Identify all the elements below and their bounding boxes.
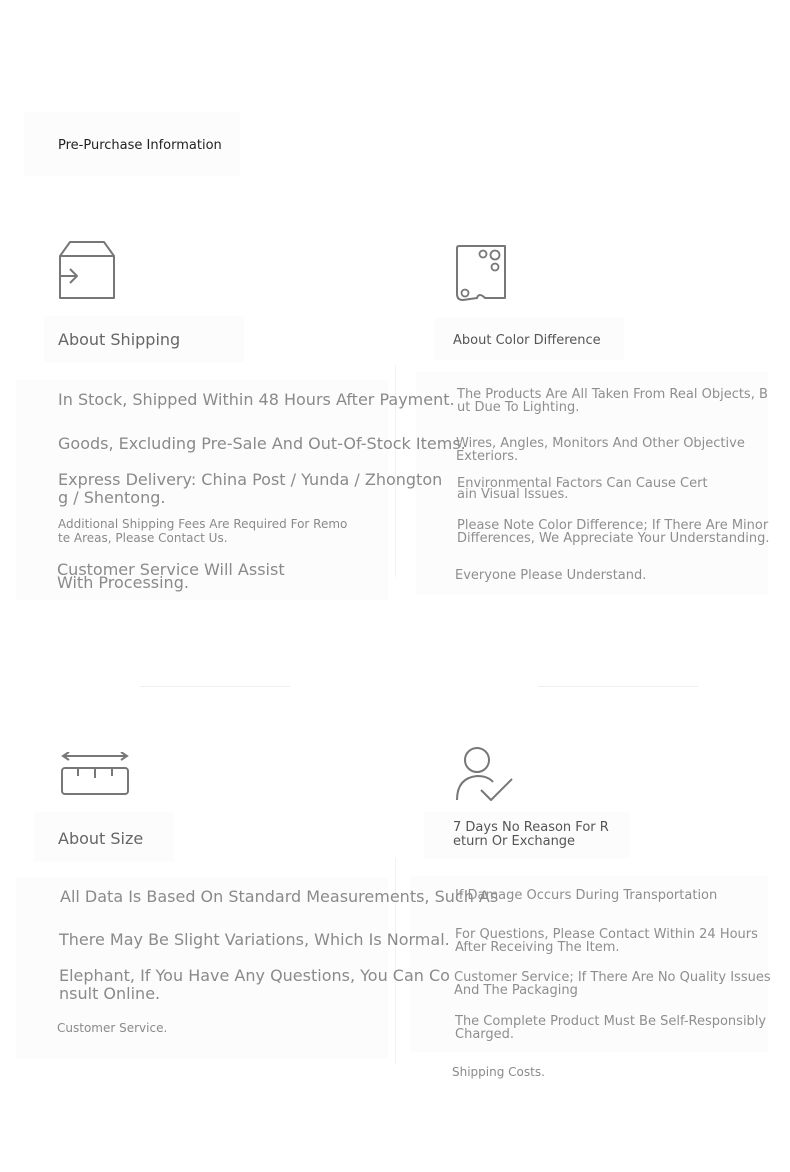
shipping-title: About Shipping <box>58 330 181 349</box>
page-title: Pre-Purchase Information <box>58 138 222 153</box>
returns-line-2: For Questions, Please Contact Within 24 Hours After Receiving The Item. <box>455 927 758 955</box>
shipping-line-1: In Stock, Shipped Within 48 Hours After Payment. <box>58 390 455 409</box>
color-swatch-icon <box>455 244 509 304</box>
shipping-line-5: Customer Service Will Assist With Processing. <box>57 560 285 592</box>
color-line-2: Wires, Angles, Monitors And Other Objective Exteriors. <box>456 436 745 464</box>
color-line-1: The Products Are All Taken From Real Objects, B ut Due To Lighting. <box>457 387 768 415</box>
size-title: About Size <box>58 829 144 848</box>
returns-line-5: Shipping Costs. <box>452 1065 545 1079</box>
size-line-4: Customer Service. <box>57 1021 168 1035</box>
color-line-5: Everyone Please Understand. <box>455 568 647 583</box>
user-check-icon <box>455 746 515 806</box>
section-divider-left <box>140 686 290 687</box>
shipping-line-3: Express Delivery: China Post / Yunda / Zhongton g / Shentong. <box>58 470 443 507</box>
color-line-4: Please Note Color Difference; If There Are Minor Differences, We Appreciate Your Understanding. <box>457 518 770 546</box>
size-line-2: There May Be Slight Variations, Which Is Normal. <box>59 930 450 949</box>
color-line-3: Environmental Factors Can Cause Cert ain Visual Issues. <box>457 476 708 502</box>
returns-line-3: Customer Service; If There Are No Quality Issues And The Packaging <box>454 970 771 998</box>
size-line-1: All Data Is Based On Standard Measurements, Such As <box>60 887 499 906</box>
returns-title: 7 Days No Reason For R eturn Or Exchange <box>453 820 609 849</box>
returns-line-1: If Damage Occurs During Transportation <box>455 888 718 903</box>
shipping-line-2: Goods, Excluding Pre-Sale And Out-Of-Stock Items. <box>58 434 466 453</box>
color-title: About Color Difference <box>453 333 601 348</box>
section-divider-right <box>538 686 698 687</box>
box-arrow-icon <box>58 240 118 302</box>
size-line-3: Elephant, If You Have Any Questions, You Can Co nsult Online. <box>59 966 450 1003</box>
shipping-line-4: Additional Shipping Fees Are Required For Remo te Areas, Please Contact Us. <box>58 517 348 545</box>
ruler-icon <box>60 752 132 798</box>
returns-line-4: The Complete Product Must Be Self-Responsibly Charged. <box>455 1014 767 1042</box>
